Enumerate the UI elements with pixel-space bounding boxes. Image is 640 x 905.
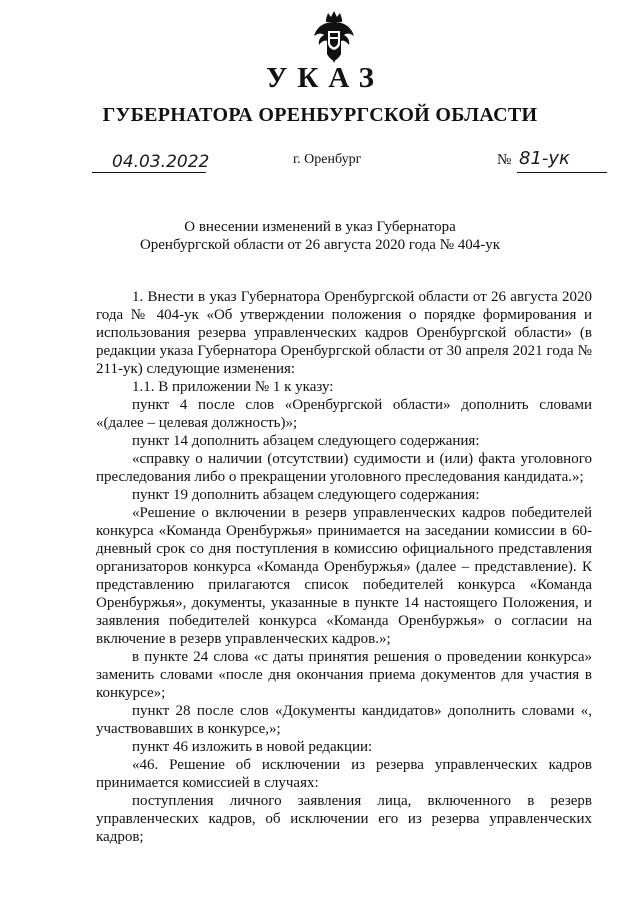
- document-date: [92, 150, 210, 178]
- document-number: [497, 148, 607, 178]
- heading-line-2: Оренбургской области от 26 августа 2020 года № 404-ук: [139, 237, 501, 253]
- paragraph: 1. Внести в указ Губернатора Оренбургской области от 26 августа 2020 года № 404-ук «Об утверждении положения о порядке формирования и использования резерва управленческих кадров Оренбургской области» (в редакции указа Губернатора Оренбургской области от 30 апреля 2021 года № 211-ук) следующие изменения:: [96, 289, 592, 377]
- paragraph: «справку о наличии (отсутствии) судимости и (или) факта уголовного преследования либо о прекращении уголовного преследования кандидата.»;: [96, 451, 592, 485]
- orenburg-coat-of-arms-icon: [311, 10, 357, 64]
- paragraph: «Решение о включении в резерв управленческих кадров победителей конкурса «Команда Оренбуржья» принимается на заседании комиссии в 60-дневный срок со дня поступления в комиссию официального представления организаторов конкурса «Команда Оренбуржья» (далее – представление). К представлению прилагаются список победителей конкурса «Команда Оренбуржья», документы, указанные в пункте 14 настоящего Положения, и заявления победителей конкурса «Команда Оренбуржья» о согласии на включение в резерв управленческих кадров.»;: [96, 505, 592, 647]
- document-body: [96, 288, 592, 846]
- paragraph: пункт 28 после слов «Документы кандидатов» дополнить словами «, участвовавших в конкурсе,»;: [96, 703, 592, 737]
- paragraph: пункт 14 дополнить абзацем следующего содержания:: [132, 433, 480, 449]
- document-subtitle: ГУБЕРНАТОРА ОРЕНБУРГСКОЙ ОБЛАСТИ: [102, 104, 538, 126]
- number-underline: [517, 172, 607, 173]
- paragraph: в пункте 24 слова «с даты принятия решения о проведении конкурса» заменить словами «после дня окончания приема документов для участия в конкурсе»;: [96, 649, 592, 701]
- document-title: УКАЗ: [266, 62, 384, 94]
- document-city: г. Оренбург: [293, 152, 362, 167]
- paragraph: «46. Решение об исключении из резерва управленческих кадров принимается комиссией в случаях:: [96, 757, 592, 791]
- paragraph: пункт 46 изложить в новой редакции:: [132, 739, 373, 755]
- paragraph: пункт 19 дополнить абзацем следующего содержания:: [132, 487, 480, 503]
- number-label: №: [497, 152, 512, 168]
- paragraph: пункт 4 после слов «Оренбургской области» дополнить словами «(далее – целевая должность)»;: [96, 397, 592, 431]
- date-underline: [92, 172, 206, 173]
- date-handwritten: 04.03.2022: [112, 152, 210, 172]
- document-heading: [0, 218, 640, 254]
- paragraph: поступления личного заявления лица, включенного в резерв управленческих кадров, об исключении его из резерва управленческих кадров;: [96, 793, 592, 845]
- heading-line-1: О внесении изменений в указ Губернатора: [184, 219, 456, 235]
- paragraph: 1.1. В приложении № 1 к указу:: [132, 379, 334, 395]
- number-handwritten: 81-ук: [519, 148, 570, 169]
